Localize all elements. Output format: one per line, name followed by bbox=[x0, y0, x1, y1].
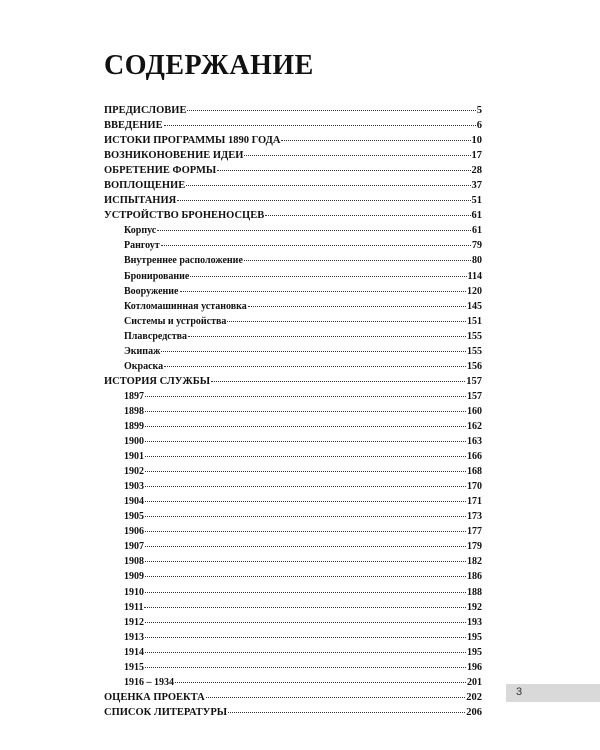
toc-entry-page: 61 bbox=[472, 225, 482, 237]
toc-entry-label: 1900 bbox=[124, 436, 144, 448]
toc-entry-page: 195 bbox=[467, 646, 482, 658]
toc-entry-label: Окраска bbox=[124, 360, 164, 372]
toc-entry-label: ИСПЫТАНИЯ bbox=[104, 195, 177, 207]
toc-entry-label: 1906 bbox=[124, 526, 144, 538]
toc-entry-label: ВОЗНИКОНОВЕНИЕ ИДЕИ bbox=[104, 150, 244, 162]
toc-entry-page: 155 bbox=[467, 345, 482, 357]
dot-leader bbox=[164, 125, 476, 126]
toc-subentry bbox=[104, 494, 482, 509]
toc-entry bbox=[104, 178, 482, 193]
toc-entry-page: 17 bbox=[471, 150, 482, 162]
toc-entry-page: 157 bbox=[467, 390, 482, 402]
toc-entry-page: 195 bbox=[467, 631, 482, 643]
toc-entry-page: 192 bbox=[467, 601, 482, 613]
toc-entry-page: 186 bbox=[467, 571, 482, 583]
dot-leader bbox=[145, 622, 466, 623]
toc-entry-label: 1912 bbox=[124, 616, 144, 628]
toc-entry bbox=[104, 705, 482, 720]
toc-entry-page: 10 bbox=[471, 135, 482, 147]
toc-entry bbox=[104, 103, 482, 118]
toc-entry-page: 193 bbox=[467, 616, 482, 628]
toc-entry-label: ИСТОКИ ПРОГРАММЫ 1890 ГОДА bbox=[104, 135, 281, 147]
toc-subentry bbox=[104, 253, 482, 268]
toc-subentry bbox=[104, 630, 482, 645]
dot-leader bbox=[265, 215, 470, 216]
toc-subentry bbox=[104, 359, 482, 374]
toc-entry bbox=[104, 193, 482, 208]
toc-entry-page: 179 bbox=[467, 541, 482, 553]
toc-entry-label: 1914 bbox=[124, 646, 144, 658]
toc-entry-page: 37 bbox=[471, 180, 482, 192]
toc-entry-page: 114 bbox=[467, 270, 482, 282]
toc-subentry bbox=[104, 419, 482, 434]
toc-subentry bbox=[104, 645, 482, 660]
dot-leader bbox=[244, 155, 470, 156]
toc-entry-label: Котломашинная установка bbox=[124, 300, 247, 312]
toc-entry-label: Экипаж bbox=[124, 345, 161, 357]
toc-entry-page: 151 bbox=[467, 315, 482, 327]
toc-entry-label: Вооружение bbox=[124, 285, 179, 297]
toc-entry-page: 201 bbox=[467, 676, 482, 688]
toc-subentry bbox=[104, 314, 482, 329]
toc-subentry bbox=[104, 509, 482, 524]
toc-entry bbox=[104, 374, 482, 389]
toc-entry-page: 160 bbox=[467, 405, 482, 417]
toc-entry-label: 1916 – 1934 bbox=[124, 676, 174, 688]
toc-entry-page: 6 bbox=[476, 120, 482, 132]
dot-leader bbox=[180, 291, 467, 292]
toc-subentry bbox=[104, 269, 482, 284]
toc-subentry bbox=[104, 524, 482, 539]
toc-subentry bbox=[104, 434, 482, 449]
toc-entry-label: 1897 bbox=[124, 390, 144, 402]
toc-entry-label: 1898 bbox=[124, 405, 144, 417]
toc-entry-label: 1902 bbox=[124, 466, 144, 478]
dot-leader bbox=[145, 637, 466, 638]
toc-subentry bbox=[104, 569, 482, 584]
toc-entry-label: 1899 bbox=[124, 420, 144, 432]
dot-leader bbox=[145, 652, 466, 653]
toc-entry-label: ПРЕДИСЛОВИЕ bbox=[104, 105, 187, 116]
toc-entry bbox=[104, 690, 482, 705]
dot-leader bbox=[164, 366, 466, 367]
toc-entry-label: 1904 bbox=[124, 496, 144, 508]
toc-subentry bbox=[104, 585, 482, 600]
toc-subentry bbox=[104, 299, 482, 314]
dot-leader bbox=[175, 682, 466, 683]
dot-leader bbox=[145, 396, 466, 397]
toc-subentry bbox=[104, 539, 482, 554]
toc-entry-label: ВВЕДЕНИЕ bbox=[104, 120, 163, 132]
toc-entry-page: 79 bbox=[472, 240, 482, 252]
toc-entry-page: 182 bbox=[467, 556, 482, 568]
dot-leader bbox=[145, 576, 466, 577]
toc-entry bbox=[104, 163, 482, 178]
toc-entry-page: 5 bbox=[476, 105, 482, 116]
dot-leader bbox=[145, 531, 466, 532]
dot-leader bbox=[145, 516, 466, 517]
dot-leader bbox=[190, 276, 466, 277]
dot-leader bbox=[145, 456, 466, 457]
dot-leader bbox=[145, 561, 466, 562]
toc-entry-label: ОБРЕТЕНИЕ ФОРМЫ bbox=[104, 165, 217, 177]
dot-leader bbox=[161, 245, 471, 246]
toc-entry-page: 156 bbox=[467, 360, 482, 372]
toc-entry-label: СПИСОК ЛИТЕРАТУРЫ bbox=[104, 706, 228, 718]
page-title: СОДЕРЖАНИЕ bbox=[104, 50, 314, 81]
toc-entry bbox=[104, 148, 482, 163]
dot-leader bbox=[145, 441, 466, 442]
toc-entry-page: 120 bbox=[467, 285, 482, 297]
dot-leader bbox=[186, 185, 470, 186]
toc-entry-page: 173 bbox=[467, 511, 482, 523]
dot-leader bbox=[217, 170, 470, 171]
dot-leader bbox=[145, 411, 466, 412]
toc-entry-label: УСТРОЙСТВО БРОНЕНОСЦЕВ bbox=[104, 210, 265, 222]
toc-subentry bbox=[104, 223, 482, 238]
toc-entry-label: Корпус bbox=[124, 225, 157, 237]
toc-entry bbox=[104, 208, 482, 223]
toc-subentry bbox=[104, 389, 482, 404]
toc-entry-page: 196 bbox=[467, 661, 482, 673]
toc-subentry bbox=[104, 479, 482, 494]
toc-entry bbox=[104, 133, 482, 148]
dot-leader bbox=[281, 140, 470, 141]
dot-leader bbox=[187, 110, 475, 111]
dot-leader bbox=[161, 351, 466, 352]
toc-entry-page: 51 bbox=[471, 195, 482, 207]
toc-entry-page: 162 bbox=[467, 420, 482, 432]
toc-entry-page: 61 bbox=[471, 210, 482, 222]
toc-entry-label: ОЦЕНКА ПРОЕКТА bbox=[104, 691, 205, 703]
toc-entry-page: 168 bbox=[467, 466, 482, 478]
dot-leader bbox=[228, 712, 465, 713]
toc-entry-label: Бронирование bbox=[124, 270, 190, 282]
toc-entry-label: 1911 bbox=[124, 601, 144, 613]
dot-leader bbox=[157, 230, 471, 231]
dot-leader bbox=[145, 501, 466, 502]
dot-leader bbox=[145, 426, 466, 427]
dot-leader bbox=[145, 471, 466, 472]
toc-entry-label: Внутреннее расположение bbox=[124, 255, 243, 267]
toc-entry-label: 1901 bbox=[124, 451, 144, 463]
toc-entry-label: 1908 bbox=[124, 556, 144, 568]
toc-entry-label: 1913 bbox=[124, 631, 144, 643]
dot-leader bbox=[145, 546, 466, 547]
toc-entry-label: 1909 bbox=[124, 571, 144, 583]
toc-subentry bbox=[104, 554, 482, 569]
dot-leader bbox=[145, 667, 466, 668]
toc-entry-label: Рангоут bbox=[124, 240, 160, 252]
toc-entry-page: 202 bbox=[466, 691, 482, 703]
toc-subentry bbox=[104, 660, 482, 675]
toc-subentry bbox=[104, 329, 482, 344]
dot-leader bbox=[188, 336, 466, 337]
dot-leader bbox=[145, 486, 466, 487]
toc-entry-label: 1915 bbox=[124, 661, 144, 673]
toc-subentry bbox=[104, 449, 482, 464]
toc-entry-page: 28 bbox=[471, 165, 482, 177]
dot-leader bbox=[144, 607, 466, 608]
toc-entry-page: 155 bbox=[467, 330, 482, 342]
toc-entry-label: ВОПЛОЩЕНИЕ bbox=[104, 180, 186, 192]
toc-entry-page: 177 bbox=[467, 526, 482, 538]
page-number-bar bbox=[506, 684, 600, 702]
toc-subentry bbox=[104, 344, 482, 359]
toc-entry-page: 166 bbox=[467, 451, 482, 463]
toc-entry-label: 1903 bbox=[124, 481, 144, 493]
toc-subentry bbox=[104, 464, 482, 479]
toc-entry-label: 1907 bbox=[124, 541, 144, 553]
dot-leader bbox=[177, 200, 470, 201]
toc-entry-page: 80 bbox=[472, 255, 482, 267]
toc-entry-label: Плавсредства bbox=[124, 330, 188, 342]
toc-entry-label: Системы и устройства bbox=[124, 315, 227, 327]
toc-subentry bbox=[104, 404, 482, 419]
toc-entry-page: 188 bbox=[467, 586, 482, 598]
toc-subentry bbox=[104, 675, 482, 690]
dot-leader bbox=[211, 381, 465, 382]
toc-entry-page: 145 bbox=[467, 300, 482, 312]
toc-entry-page: 163 bbox=[467, 436, 482, 448]
table-of-contents bbox=[104, 103, 482, 720]
dot-leader bbox=[244, 260, 471, 261]
toc-subentry bbox=[104, 615, 482, 630]
toc-subentry bbox=[104, 600, 482, 615]
dot-leader bbox=[145, 592, 466, 593]
toc-subentry bbox=[104, 238, 482, 253]
toc-entry bbox=[104, 118, 482, 133]
toc-entry-page: 171 bbox=[467, 496, 482, 508]
toc-entry-label: 1905 bbox=[124, 511, 144, 523]
toc-entry-page: 206 bbox=[466, 706, 482, 718]
toc-entry-page: 170 bbox=[467, 481, 482, 493]
dot-leader bbox=[206, 697, 466, 698]
page-number: 3 bbox=[516, 686, 523, 698]
toc-entry-page: 157 bbox=[466, 375, 482, 387]
dot-leader bbox=[227, 321, 466, 322]
dot-leader bbox=[248, 306, 466, 307]
toc-subentry bbox=[104, 284, 482, 299]
toc-entry-label: ИСТОРИЯ СЛУЖБЫ bbox=[104, 375, 211, 387]
toc-entry-label: 1910 bbox=[124, 586, 144, 598]
